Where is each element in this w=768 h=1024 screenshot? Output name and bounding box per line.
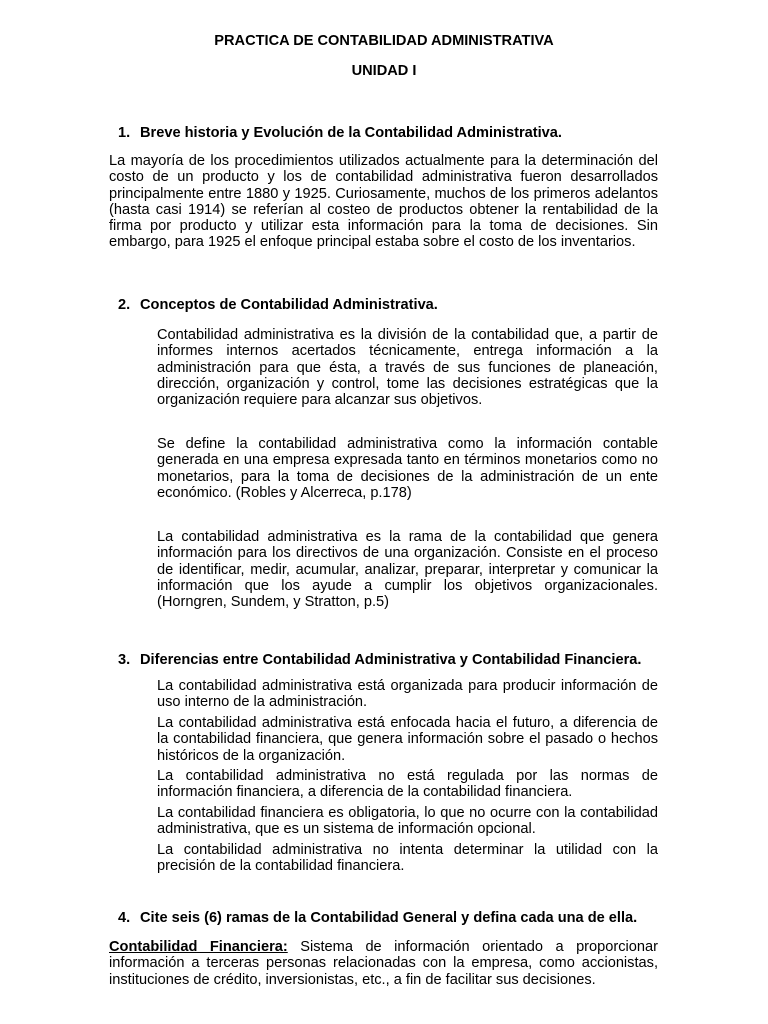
definition-text: Sistema de información orientado a proporcionar información a terceras personas relacionadas con la empresa, como accionistas, instituciones de crédito, inversionistas, etc., a fin de facilitar sus decisiones.: [109, 939, 659, 988]
section-number: 2.: [118, 297, 131, 313]
section-3-item-5: La contabilidad administrativa no intenta determinar la utilidad con la precisión de la contabilidad financiera.: [157, 842, 658, 875]
definition-paragraph: [109, 939, 658, 988]
document-subtitle: UNIDAD I: [351, 63, 417, 79]
section-3-item-1: La contabilidad administrativa está organizada para producir información de uso interno de la administración.: [157, 678, 658, 711]
section-title: Conceptos de Contabilidad Administrativa.: [140, 297, 438, 313]
section-2-paragraph-1: Contabilidad administrativa es la división de la contabilidad que, a partir de informes internos acertados técnicamente, entrega información a la administración para que ésta, a través de sus funciones de planeación, dirección, organización y control, tome las decisiones estratégicas que la organización requiere para alcanzar sus objetivos.: [157, 327, 658, 409]
section-title: Diferencias entre Contabilidad Administrativa y Contabilidad Financiera.: [140, 652, 642, 668]
section-number: 1.: [118, 125, 131, 141]
section-number: 3.: [118, 652, 131, 668]
section-2-paragraph-2: Se define la contabilidad administrativa como la información contable generada en una empresa expresada tanto en términos monetarios como no monetarios, para la toma de decisiones de la administración de un ente económico. (Robles y Alcerreca, p.178): [157, 436, 658, 501]
section-number: 4.: [118, 910, 131, 926]
section-title: Breve historia y Evolución de la Contabilidad Administrativa.: [140, 125, 562, 141]
definition-term: Contabilidad Financiera:: [109, 939, 288, 955]
section-1-paragraph: La mayoría de los procedimientos utilizados actualmente para la determinación del costo de un producto y los de contabilidad administrativa fueron desarrollados principalmente entre 1880 y 1925. Curiosamente, muchos de los primeros adelantos (hasta casi 1914) se referían al costeo de productos obtener la rentabilidad de la firma por producto y utilizar esta información para la toma de decisiones. Sin embargo, para 1925 el enfoque principal estaba sobre el costo de los inventarios.: [109, 153, 658, 251]
document-title: PRACTICA DE CONTABILIDAD ADMINISTRATIVA: [214, 33, 554, 49]
section-3-item-2: La contabilidad administrativa está enfocada hacia el futuro, a diferencia de la contabilidad financiera, que genera información sobre el pasado o hechos históricos de la organización.: [157, 715, 658, 764]
section-3-item-4: La contabilidad financiera es obligatoria, lo que no ocurre con la contabilidad administrativa, que es un sistema de información opcional.: [157, 805, 658, 838]
section-3-item-3: La contabilidad administrativa no está regulada por las normas de información financiera, a diferencia de la contabilidad financiera.: [157, 768, 658, 801]
section-2-paragraph-3: La contabilidad administrativa es la rama de la contabilidad que genera información para los directivos de una organización. Consiste en el proceso de identificar, medir, acumular, analizar, preparar, interpretar y comunicar la información que los ayude a cumplir los objetivos organizacionales. (Horngren, Sundem, y Stratton, p.5): [157, 529, 658, 611]
section-title: Cite seis (6) ramas de la Contabilidad General y defina cada una de ella.: [140, 910, 638, 926]
